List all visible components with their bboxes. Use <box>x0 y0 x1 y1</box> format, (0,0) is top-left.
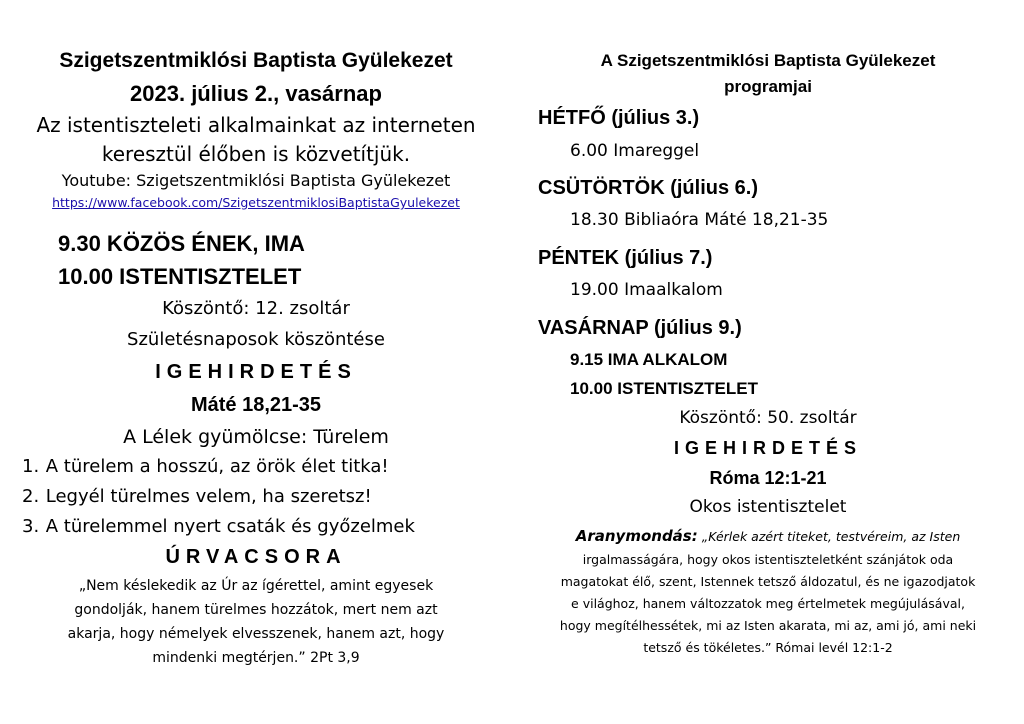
golden-verse-label: Aranymondás: <box>575 527 698 545</box>
broadcast-line-1: Az istentiszteleti alkalmainkat az interneten <box>36 113 476 137</box>
golden-verse-line: e világhoz, hanem változzatok meg értelmetek megújulásával, <box>571 596 965 611</box>
point-number: 3. <box>22 516 40 537</box>
sermon-scripture: Máté 18,21-35 <box>190 394 322 416</box>
event-sunday-service: 10.00 ISTENTISZTELET <box>570 379 758 398</box>
day-heading-thursday: CSÜTÖRTÖK (július 6.) <box>538 177 758 199</box>
schedule-item-singing: 9.30 KÖZÖS ÉNEK, IMA <box>58 231 305 256</box>
day-heading-sunday: VASÁRNAP (július 9.) <box>538 317 742 339</box>
bible-quote-line: gondolják, hanem türelmes hozzátok, mert nem azt <box>74 602 438 618</box>
schedule-item-service: 10.00 ISTENTISZTELET <box>58 264 302 289</box>
point-number: 2. <box>22 486 40 507</box>
bible-quote-line: mindenki megtérjen.” 2Pt 3,9 <box>152 650 360 666</box>
youtube-line: Youtube: Szigetszentmiklósi Baptista Gyülekezet <box>61 171 451 190</box>
sermon-heading: IGEHIRDETÉS <box>155 361 357 383</box>
event-friday: 19.00 Imaalkalom <box>570 280 723 300</box>
communion-heading: ÚRVACSORA <box>165 546 347 568</box>
sermon-theme: A Lélek gyümölcse: Türelem <box>123 426 389 448</box>
birthday-greeting: Születésnaposok köszöntése <box>127 329 385 350</box>
golden-verse-line: irgalmasságára, hogy okos istentiszteletként szánjátok oda <box>582 552 954 567</box>
broadcast-line-2: keresztül élőben is közvetítjük. <box>101 142 411 166</box>
point-text: A türelemmel nyert csaták és győzelmek <box>45 516 415 537</box>
greeting-psalm: Köszöntő: 50. zsoltár <box>679 408 857 428</box>
event-monday: 6.00 Imareggel <box>570 141 700 161</box>
service-date: 2023. július 2., vasárnap <box>130 81 382 106</box>
day-heading-monday: HÉTFŐ (július 3.) <box>538 107 700 129</box>
golden-verse-line: hogy megítélhessétek, mi az Isten akarata, mi az, ami jó, ami neki <box>559 618 977 633</box>
facebook-link[interactable]: https://www.facebook.com/SzigetszentmiklosiBaptistaGyulekezet <box>52 195 460 210</box>
event-sunday-prayer: 9.15 IMA ALKALOM <box>570 350 728 369</box>
greeting-psalm: Köszöntő: 12. zsoltár <box>162 298 350 319</box>
programs-title-line-1: A Szigetszentmiklósi Baptista Gyülekezet <box>600 51 936 70</box>
programs-title-line-2: programjai <box>724 77 812 96</box>
sermon-scripture: Róma 12:1-21 <box>709 468 827 488</box>
sermon-point <box>22 488 372 506</box>
golden-verse-text: „Kérlek azért titeket, testvéreim, az Isten <box>697 529 961 544</box>
day-heading-friday: PÉNTEK (július 7.) <box>538 247 713 269</box>
event-thursday: 18.30 Bibliaóra Máté 18,21-35 <box>570 210 829 230</box>
sermon-heading: IGEHIRDETÉS <box>673 438 863 458</box>
point-text: A türelem a hosszú, az örök élet titka! <box>45 456 389 477</box>
bible-quote-line: akarja, hogy némelyek elvesszenek, hanem azt, hogy <box>67 626 445 642</box>
golden-verse-line: magatokat élő, szent, Istennek tetsző áldozatul, és ne igazodjatok <box>560 574 976 589</box>
sermon-theme: Okos istentisztelet <box>689 497 847 517</box>
sermon-point <box>22 518 415 536</box>
church-name: Szigetszentmiklósi Baptista Gyülekezet <box>59 49 453 72</box>
golden-verse-first-line <box>512 529 1024 544</box>
point-number: 1. <box>22 456 40 477</box>
sermon-point <box>22 458 389 476</box>
bible-quote-line: „Nem késlekedik az Úr az ígérettel, amint egyesek <box>78 578 434 594</box>
golden-verse-line: tetsző és tökéletes.” Római levél 12:1-2 <box>643 640 893 655</box>
point-text: Legyél türelmes velem, ha szeretsz! <box>45 486 372 507</box>
